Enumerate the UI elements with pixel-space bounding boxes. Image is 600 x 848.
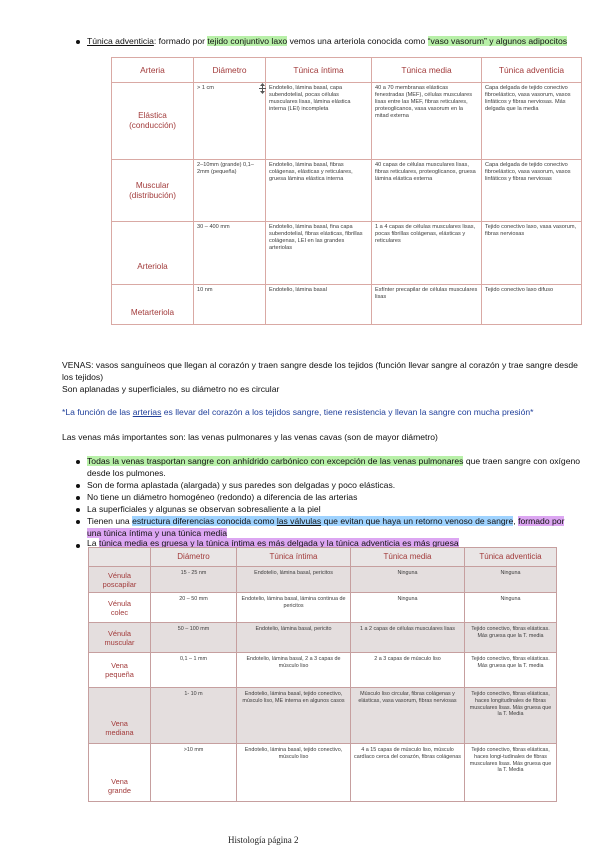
intima-cell: Endotelio, lámina basal, pericitos — [237, 567, 351, 593]
adventicia-cell: Ninguna — [465, 593, 557, 623]
media-cell: Esfínter precapilar de células musculares lisas — [372, 285, 482, 325]
highlight: tejido conjuntivo laxo — [207, 36, 288, 46]
row-name: Muscular (distribución) — [112, 160, 194, 222]
highlight: una túnica íntima y una túnica media — [87, 528, 227, 538]
bullet-dot — [76, 460, 80, 464]
highlight: que evitan que haya un retorno venoso de sangre — [321, 516, 514, 526]
venas-shape: Son aplanadas y superficiales, su diámetro no es circular — [62, 384, 280, 394]
header-cell: Túnica media — [351, 548, 465, 567]
important-veins-line: Las venas más importantes son: las venas pulmonares y las venas cavas (son de mayor diámetro) — [62, 432, 438, 442]
table-row — [112, 160, 582, 222]
media-cell: 40 a 70 membranas elásticas fenestradas (MEF), células musculares lisas entre las MEF, fibras reticulares, proteoglicanos, vasa vasorum en la mitad externa — [372, 83, 482, 160]
veins-bullet-5: Tienen una estructura diferencias conocida como las válvulas que evitan que haya un retorno venoso de sangre, formado por — [87, 516, 565, 526]
table-row — [112, 285, 582, 325]
row-name: Vénula poscapilar — [89, 567, 151, 593]
highlight: túnica media es gruesa y la túnica íntima es más delgada y la túnica adventicia es más gruesa — [98, 538, 459, 548]
term-valvulas: las válvulas — [276, 516, 322, 526]
intima-cell: Endotelio, lámina basal — [266, 285, 372, 325]
table-row — [89, 567, 557, 593]
intima-cell: Endotelio, lámina basal, tejido conectivo, músculo liso, ME interna en algunos casos — [237, 688, 351, 744]
intima-cell: Endotelio, lámina basal, 2 a 3 capas de músculo liso — [237, 653, 351, 688]
bullet-dot — [76, 520, 80, 524]
adventicia-cell: Tejido conectivo, fibras elásticas. Más gruesa que la T. media — [465, 623, 557, 653]
veins-bullet-2: Son de forma aplastada (alargada) y sus paredes son delgadas y poco elásticas. — [87, 480, 396, 490]
header-cell: Túnica íntima — [237, 548, 351, 567]
intima-cell: Endotelio, lámina basal, fina capa subendotelial, fibras elásticas, fibrillas colágenas, LEI en las grandes arteriolas — [266, 222, 372, 285]
veins-table — [88, 547, 557, 802]
media-cell: 40 capas de células musculares lisas, fibras reticulares, proteoglicanos, gruesa lámina elástica externa — [372, 160, 482, 222]
diameter-cell: 50 – 100 mm — [151, 623, 237, 653]
table-row — [89, 653, 557, 688]
veins-bullet-1: Todas la venas trasportan sangre con anhídrido carbónico con excepción de las venas pulmonares que traen sangre con oxígeno — [87, 456, 581, 466]
media-cell: 4 a 15 capas de músculo liso, músculo cardíaco cerca del corazón, fibras colágenas — [351, 744, 465, 802]
header-cell: Diámetro — [194, 58, 266, 83]
bullet-dot — [76, 544, 80, 548]
media-cell: Ninguna — [351, 567, 465, 593]
bullet-dot — [76, 40, 80, 44]
adventicia-bullet: Túnica adventicia: formado por tejido conjuntivo laxo vemos una arteriola conocida como “vaso vasorum” y algunos adipocitos — [87, 36, 568, 46]
diameter-cell: >10 mm — [151, 744, 237, 802]
adventicia-cell: Capa delgada de tejido conectivo fibroelástico, vasa vasorum, vasos linfáticos y fibras nerviosas. Más delgada que la media — [482, 83, 582, 160]
term-arterias: arterias — [132, 407, 162, 417]
veins-bullet-4: La superficiales y algunas se observan sobresaliente a la piel — [87, 504, 321, 514]
bullet-dot — [76, 496, 80, 500]
row-name: Elástica (conducción) — [112, 83, 194, 160]
diameter-cell: 10 nm — [194, 285, 266, 325]
row-name: Metarteriola — [112, 285, 194, 325]
row-name: Vena grande — [89, 744, 151, 802]
row-name: Arteriola — [112, 222, 194, 285]
table-row — [112, 222, 582, 285]
move-handle-icon — [258, 83, 267, 94]
intima-cell: Endotelio, lámina basal, pericito — [237, 623, 351, 653]
intima-cell: Endotelio, lámina basal, fibras colágenas, elásticas y reticulares, gruesa lámina elástica interna — [266, 160, 372, 222]
header-cell: Diámetro — [151, 548, 237, 567]
table-header-row — [89, 548, 557, 567]
media-cell: 2 a 3 capas de músculo liso — [351, 653, 465, 688]
highlight: estructura diferencias conocida como — [132, 516, 277, 526]
row-name: Vénula muscular — [89, 623, 151, 653]
highlight: formado por — [518, 516, 565, 526]
header-cell: Túnica íntima — [266, 58, 372, 83]
term-tunica-adventicia: Túnica adventicia — [87, 36, 154, 46]
header-cell: Túnica adventicia — [465, 548, 557, 567]
header-cell — [89, 548, 151, 567]
row-name: Vena pequeña — [89, 653, 151, 688]
venas-definition: VENAS: vasos sanguíneos que llegan al corazón y traen sangre desde los tejidos (función llevar sangre al corazón y trae sangre desde — [62, 360, 578, 370]
highlight: Todas la venas trasportan sangre con anhídrido carbónico con excepción de las venas pulmonares — [87, 456, 464, 466]
adventicia-cell: Tejido conectivo, fibras elásticas, haces longi-tudinales de fibras musculares lisas. Más gruesa que la T. Media — [465, 744, 557, 802]
intima-cell: Endotelio, lámina basal, tejido conectivo, músculo liso — [237, 744, 351, 802]
diameter-cell: 0,1 – 1 mm — [151, 653, 237, 688]
table-header-row — [112, 58, 582, 83]
media-cell: Ninguna — [351, 593, 465, 623]
header-cell: Túnica media — [372, 58, 482, 83]
venas-definition-cont: los tejidos) — [62, 372, 104, 382]
adventicia-cell: Tejido conectivo laxo, vasa vasorum, fibras nerviosas — [482, 222, 582, 285]
page-footer: Histología página 2 — [228, 835, 299, 845]
diameter-cell: 2–10mm (grande) 0,1–2mm (pequeña) — [194, 160, 266, 222]
diameter-cell: 1- 10 m — [151, 688, 237, 744]
adventicia-cell: Capa delgada de tejido conectivo fibroelástico, vasa vasorum, vasos linfáticos y fibras nerviosas — [482, 160, 582, 222]
diameter-cell: 20 – 50 mm — [151, 593, 237, 623]
header-cell: Arteria — [112, 58, 194, 83]
table-row — [112, 83, 582, 160]
table-row — [89, 623, 557, 653]
highlight: “vaso vasorum” y algunos adipocitos — [427, 36, 568, 46]
veins-bullet-6: La túnica media es gruesa y la túnica íntima es más delgada y la túnica adventicia es más gruesa — [87, 538, 459, 548]
arterias-note: *La función de las arterias es llevar del corazón a los tejidos sangre, tiene resistencia y llevan la sangre con mucha presión* — [62, 407, 534, 417]
intima-cell: Endotelio, lámina basal, capa subendotelial, pocas células musculares lisas, lámina elástica interna (LEI) incompleta — [266, 83, 372, 160]
adventicia-cell: Tejido conectivo, fibras elásticas, haces longitudinales de fibras musculares lisas. Más gruesa que la T. Media — [465, 688, 557, 744]
bullet-dot — [76, 508, 80, 512]
row-name: Vénula colec — [89, 593, 151, 623]
media-cell: Músculo liso circular, fibras colágenas y elásticas, vasa vasorum, fibras nerviosas — [351, 688, 465, 744]
row-name: Vena mediana — [89, 688, 151, 744]
table-row — [89, 593, 557, 623]
table-row — [89, 744, 557, 802]
bullet-dot — [76, 484, 80, 488]
intima-cell: Endotelio, lámina basal, lámina continua de pericitos — [237, 593, 351, 623]
table-row — [89, 688, 557, 744]
adventicia-cell: Tejido conectivo laxo difuso — [482, 285, 582, 325]
header-cell: Túnica adventicia — [482, 58, 582, 83]
diameter-cell: 30 – 400 mm — [194, 222, 266, 285]
adventicia-cell: Ninguna — [465, 567, 557, 593]
diameter-cell: > 1 cm — [194, 83, 266, 160]
veins-bullet-3: No tiene un diámetro homogéneo (redondo) a diferencia de las arterias — [87, 492, 358, 502]
veins-bullet-1-cont: desde los pulmones. — [87, 468, 166, 478]
arteries-table — [111, 57, 582, 325]
media-cell: 1 a 4 capas de células musculares lisas, pocas fibrillas colágenas, elásticas y reticulares — [372, 222, 482, 285]
adventicia-cell: Tejido conectivo, fibras elásticas. Más gruesa que la T. media — [465, 653, 557, 688]
diameter-cell: 15 - 25 nm — [151, 567, 237, 593]
media-cell: 1 a 2 capas de células musculares lisas — [351, 623, 465, 653]
